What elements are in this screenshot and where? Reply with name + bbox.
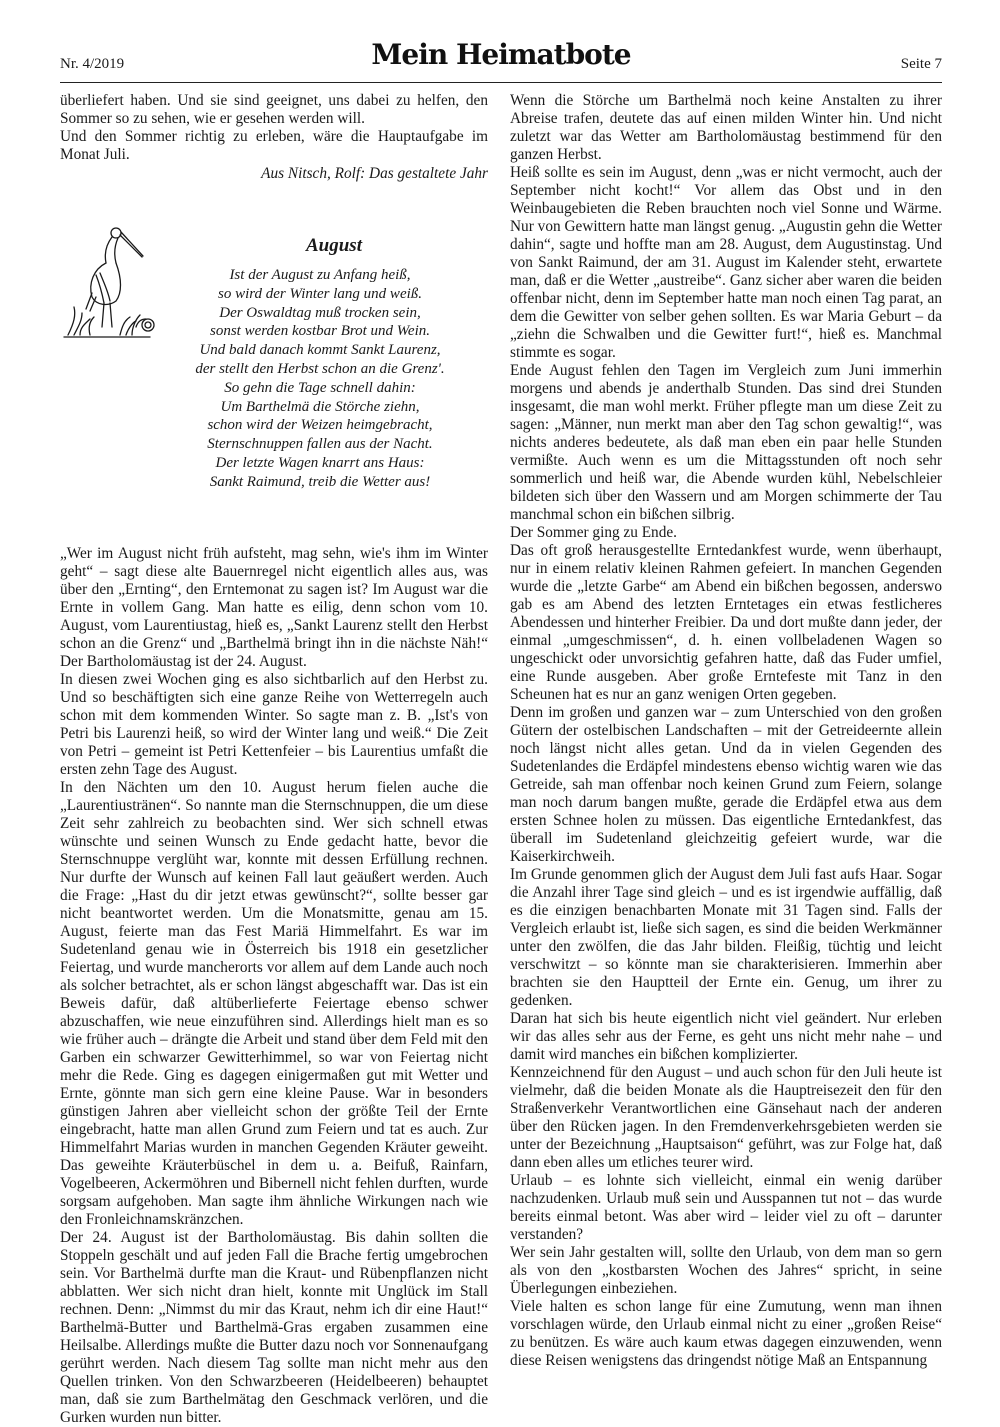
- body-paragraph: Der 24. August ist der Bartholomäustag. Bis dahin sollten die Stoppeln geschält und auf jeden Fall die Brache fertig umgebrochen sein. Vor Barthelmä durfte man die Kraut- und Rübenpflanzen nicht abblatten. Wer sich nicht dran hielt, konnte mit Unglück im Stall rechnen. Denn: „Nimmst du mir das Kraut, nehm ich dir eine Haut!“ Barthelmä-Butter und Barthelmä-Gras ergaben zusammen eine Heilsalbe. Allerdings mußte die Butter dazu noch vor Sonnenaufgang gerührt werden. Nach diesem Tag sollte man nicht mehr aus den Quellen trinken. Von den Schwarzbeeren (Heidelbeeren) behauptet man, daß sie zum Barthelmätag den Geschmack verlören, und die Gurken wurden nun bitter.: [60, 1229, 488, 1426]
- poem-line: der stellt den Herbst schon an die Grenz'.: [195, 360, 445, 377]
- poem-line: Der letzte Wagen knarrt ans Haus:: [215, 454, 425, 471]
- body-paragraph: Ende August fehlen den Tagen im Vergleich zum Juni immerhin morgens und abends je anderthalb Stunden. Das sind drei Stunden insgesamt, die man wohl merkt. Früher pflegte man um diese Zeit zu sagen: „Männer, nun merkt man aber den Tag schon gewaltig!“, was nichts anderes bedeutete, als daß man eben ein paar helle Stunden vermißte. Auch wenn es um die Mittagsstunden oft noch sehr sommerlich und heiß war, die Abende wurden kühl, Nebelschleier bildeten sich über den Wassern und am Morgen schimmerte der Tau manchmal schon ein bißchen silbrig.: [510, 362, 942, 523]
- poem-line: Um Barthelmä die Störche ziehn,: [220, 398, 420, 415]
- quote-source: Aus Nitsch, Rolf: Das gestaltete Jahr: [261, 165, 488, 182]
- poem-line: so wird der Winter lang und weiß.: [217, 285, 423, 302]
- right-column: [510, 92, 942, 1370]
- body-paragraph: Urlaub – es lohnte sich vielleicht, einmal ein wenig darüber nachzudenken. Urlaub muß sein und Ausspannen tut not – das wurde bereits einmal betont. Was aber wird – leider viel zu oft – darunter verstanden?: [510, 1172, 942, 1243]
- page-header: [60, 38, 942, 80]
- body-paragraph: Wer sein Jahr gestalten will, sollte den Urlaub, von dem man so gern als von den „kostbarsten Wochen des Jahres“ spricht, in seine Überlegungen einbeziehen.: [510, 1244, 942, 1297]
- poem: [140, 266, 500, 492]
- poem-line: Der Oswaldtag muß trocken sein,: [219, 304, 421, 321]
- poem-line: Sternschnuppen fallen aus der Nacht.: [207, 436, 433, 453]
- poem-line: Ist der August zu Anfang heiß,: [229, 267, 411, 283]
- issue-number: Nr. 4/2019: [60, 56, 125, 72]
- body-paragraph: In diesen zwei Wochen ging es also sichtbarlich auf den Herbst zu. Und so beschäftigten sich eine ganze Reihe von Wetterregeln auch schon mit dem kommenden Winter. So sagte man z. B. „Ist's von Petri bis Laurenzi heiß, so wird der Winter lang und weiß.“ Die Zeit von Petri – gemeint ist Petri Kettenfeier – bis Laurentius umfaßt die ersten zehn Tage des August.: [60, 671, 488, 778]
- poem-block: [60, 223, 488, 545]
- poem-line: So gehn die Tage schnell dahin:: [224, 379, 416, 396]
- poem-line: Sankt Raimund, treib die Wetter aus!: [209, 473, 431, 490]
- left-column: [60, 92, 488, 1427]
- body-paragraph: Im Grunde genommen glich der August dem Juli fast aufs Haar. Sogar die Anzahl ihrer Tage sind gleich – und es ist irgendwie auffällig, daß es die einzigen benachbarten Monate mit 31 Tagen sind. Falls der Vergleich erlaubt ist, ließe sich sagen, es sind die beiden Werkmänner unter den zwölfen, die das Jahr bilden. Fleißig, tüchtig und leicht verschwitzt – so könnte man sie charakterisieren. Immerhin aber brachten sie den Hauptteil der Ernte ein. Genug, um ihrer zu gedenken.: [510, 866, 942, 1009]
- poem-title: August: [306, 235, 362, 256]
- poem-line: schon wird der Weizen heimgebracht,: [207, 417, 433, 434]
- body-paragraph: In den Nächten um den 10. August herum fielen auche die „Laurentiustränen“. So nannte man die Sternschnuppen, die um diese Zeit sehr zahlreich zu beobachten sind. Wer sich schnell etwas wünschte und seinen Wunsch zu Ende gedacht hatte, bevor die Sternschnuppe verglüht war, konnte mit dessen Erfüllung rechnen. Nur durfte der Wunsch auf keinen Fall laut geäußert werden. Auch die Frage: „Hast du dir jetzt etwas gewünscht?“, sollte besser gar nicht beantwortet werden. Um die Monatsmitte, genau am 15. August, feierte man das Fest Mariä Himmelfahrt. Es war im Sudetenland genau wie in Österreich bis 1918 ein gesetzlicher Feiertag, und wurde mancherorts vor allem auf dem Lande auch noch als solcher betrachtet, als er schon längst abgeschafft war. Das ist ein Beweis dafür, daß altüberlieferte Feiertage ebenso schwer abzuschaffen, wie neue einzuführen sind. Allerdings hielt man es so wie früher auch – drängte die Arbeit und stand über dem Feld mit den Garben ein schwarzer Gewitterhimmel, so war von Feiertag nicht mehr die Rede. Ging es dagegen einigermaßen gut mit Wetter und Ernte, gönnte man sich gern eine kleine Pause. War in besonders günstigen Jahren aber vielleicht schon der größte Teil der Ernte eingebracht, hatte man allen Grund zum Feiern und tat es auch. Zur Himmelfahrt Marias wurden in manchen Gegenden Kräuter geweiht. Das geweihte Kräuterbüschel in dem u. a. Beifuß, Rainfarn, Vogelbeeren, Ackermöhren und Bibernell nicht fehlen durften, wurde sorgsam aufgehoben. Man sagte ihm ähnliche Wirkungen nach wie den Fronleichnamskränzchen.: [60, 779, 488, 1228]
- body-paragraph: Daran hat sich bis heute eigentlich nicht viel geändert. Nur erleben wir das alles sehr aus der Ferne, es geht uns nicht mehr nahe – und damit wird manches ein bißchen komplizierter.: [510, 1010, 942, 1063]
- body-paragraph: Heiß sollte es sein im August, denn „was er nicht vermocht, auch der September nicht kocht!“ Vor allem das Obst und in den Weinbaugebieten die Reben brauchten noch viel Sonne und Wärme. Nur von Gewittern hatte man längst genug. „Augustin gehn die Wetter dahin“, sagte und hoffte man am 28. August, dem Augustinstag. Und von Sankt Raimund, der am 31. August im Kalender steht, erwartete man, daß er die Wetter „austreibe“. Ganz sicher aber waren die beiden offenbar nicht, denn im September hatte man noch einen Tag parat, an dem die Gewitter von selber gehen sollten. Es war Maria Geburt – da „ziehn die Schwalben und die Gewitter furt!“, hieß es. Manchmal stimmte es sogar.: [510, 164, 942, 361]
- intro-paragraph: Und den Sommer richtig zu erleben, wäre die Hauptaufgabe im Monat Juli.: [60, 128, 488, 163]
- masthead-logo: Mein Heimatbote: [371, 38, 631, 71]
- body-paragraph: Der Sommer ging zu Ende.: [510, 524, 677, 541]
- body-paragraph: Kennzeichnend für den August – und auch schon für den Juli heute ist vielmehr, daß die beiden Monate als die Hauptreisezeit den für den Straßenverkehr Verantwortlichen eine Gänsehaut nach der anderen über den Rücken jagen. In den Fremdenverkehrsgebieten werden sie unter der Bezeichnung „Hauptsaison“ geführt, was zur Folge hat, daß dann eben alles um etliches teurer wird.: [510, 1064, 942, 1171]
- body-paragraph: Das oft groß herausgestellte Erntedankfest wurde, wenn überhaupt, nur in einem relativ kleinen Rahmen gefeiert. In manchen Gegenden wurde die „letzte Garbe“ am Abend ein bißchen begossen, anderswo gab es am Abend des letzten Erntetages ein etwas festlicheres Abendessen und hinterher Freibier. Da und dort mußte dann jeder, der einmal „umgeschmissen“, d. h. einen vollbeladenen Wagen so ungeschickt oder unvorsichtig gefahren hatte, daß das Fuder umfiel, eine Runde ausgeben. Aber große Erntefeste mit Tanz in den Scheunen hat es nur an ganz wenigen Orten gegeben.: [510, 542, 942, 703]
- body-paragraph: „Wer im August nicht früh aufsteht, mag sehn, wie's ihm im Winter geht“ – sagt diese alte Bauernregel nicht eigentlich alles aus, was über den „Ernting“, den Erntemonat zu sagen ist? Im August war die Ernte in vollem Gang. Man hatte es eilig, denn schon vom 10. August, vom Laurentiustag, hieß es, „Sankt Laurenz stellt den Herbst schon an die Grenz“ und „Barthelmä bringt ihn in die nächste Näh!“ Der Bartholomäustag ist der 24. August.: [60, 545, 488, 670]
- page-number: Seite 7: [900, 56, 942, 72]
- poem-line: sonst werden kostbar Brot und Wein.: [210, 323, 430, 340]
- body-paragraph: Viele halten es schon lange für eine Zumutung, wenn man ihnen vorschlagen würde, den Urlaub einmal nicht zu einer „großen Reise“ zu benützen. Es wäre auch kaum etwas dagegen einzuwenden, wenn diese Reisen wenigstens das dringendst nötige Maß an Entspannung: [510, 1298, 942, 1369]
- body-paragraph: Denn im großen und ganzen war – zum Unterschied von den großen Gütern der ostelbischen Landschaften – mit der Getreideernte allein noch längst nicht alles getan. Und da in vielen Gegenden des Sudetenlandes die Erdäpfel mindestens ebenso wichtig waren wie das Getreide, sah man offenbar noch keinen Grund zum Feiern, solange man noch darum bangen mußte, gerade die Erdäpfel etwa aus dem ersten Schnee holen zu müssen. Das eigentliche Erntedankfest, das überall im Sudetenland gleichzeitig gefeiert wurde, war die Kaiserkirchweih.: [510, 704, 942, 865]
- header-rule: [60, 82, 942, 83]
- body-paragraph: Wenn die Störche um Barthelmä noch keine Anstalten zu ihrer Abreise trafen, deutete das auf einen milden Winter hin. Und nicht zuletzt war das Wetter am Bartholomäustag bestimmend für den ganzen Herbst.: [510, 92, 942, 163]
- poem-line: Und bald danach kommt Sankt Laurenz,: [199, 342, 441, 359]
- intro-paragraph: überliefert haben. Und sie sind geeignet, uns dabei zu helfen, den Sommer so zu sehen, wie er gesehen werden will.: [60, 92, 488, 127]
